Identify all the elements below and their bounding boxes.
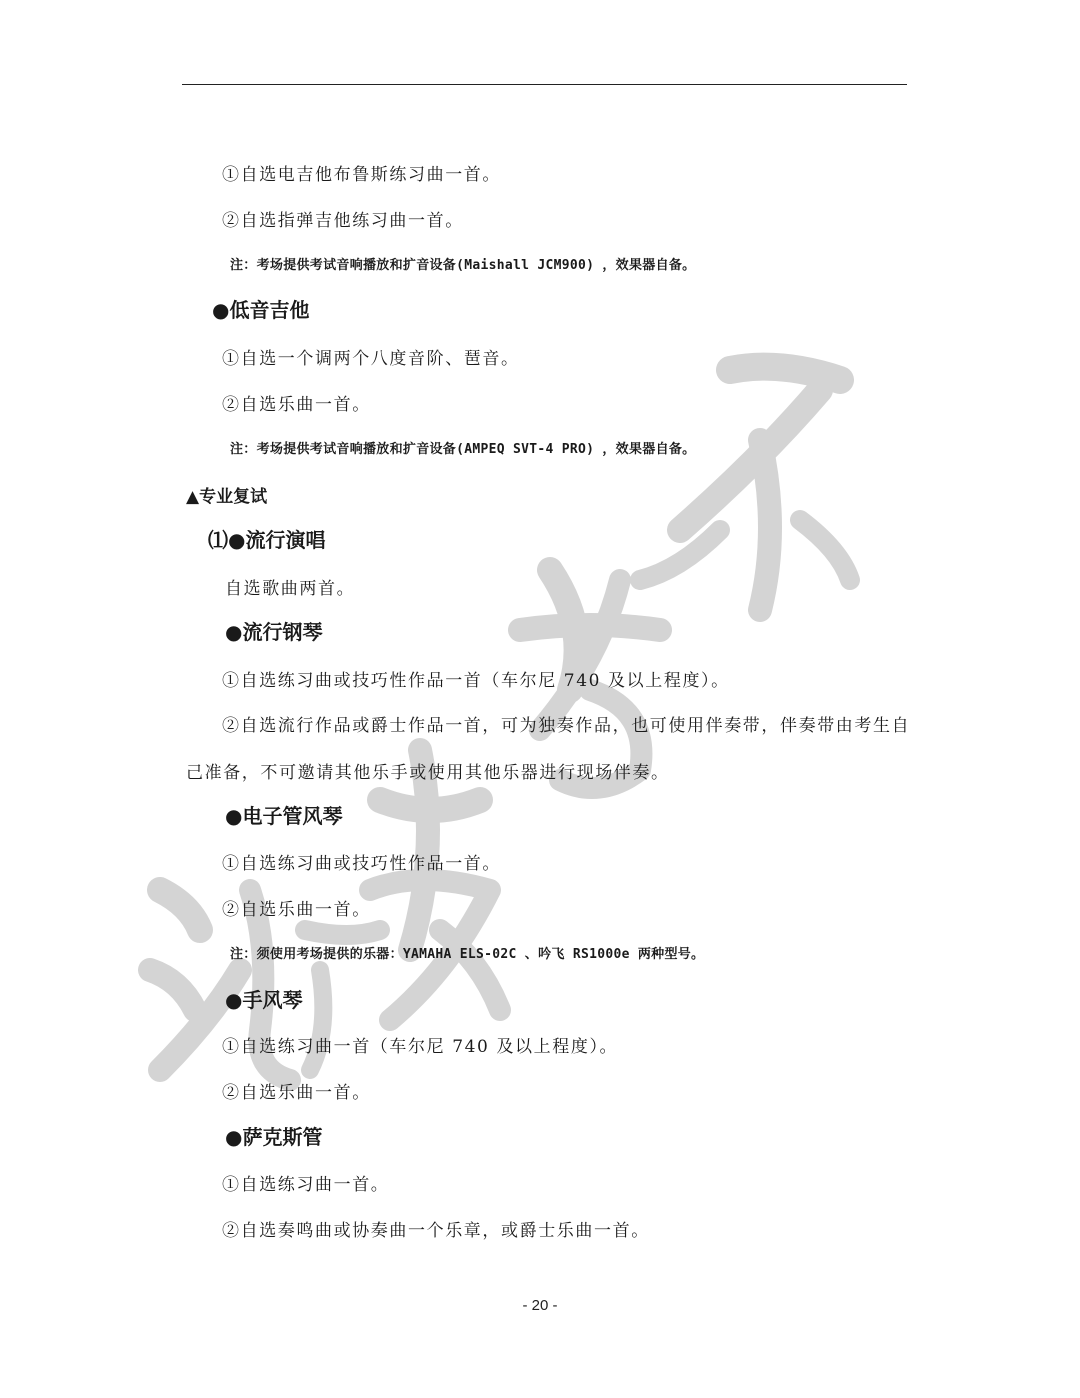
line-saxophone-2: ②自选奏鸣曲或协奏曲一个乐章，或爵士乐曲一首。 (222, 1221, 650, 1241)
heading-accordion: ●手风琴 (225, 988, 303, 1012)
line-electronic-organ-2: ②自选乐曲一首。 (222, 900, 371, 920)
line-electric-guitar-1: ①自选电吉他布鲁斯练习曲一首。 (222, 165, 501, 185)
line-pop-piano-2: ②自选流行作品或爵士作品一首，可为独奏作品，也可使用伴奏带，伴奏带由考生自 (222, 716, 911, 736)
heading-pop-singing: ⑴●流行演唱 (208, 528, 326, 552)
heading-bass-guitar: ●低音吉他 (212, 298, 310, 322)
line-accordion-2: ②自选乐曲一首。 (222, 1083, 371, 1103)
line-bass-guitar-1: ①自选一个调两个八度音阶、琶音。 (222, 349, 520, 369)
heading-pop-piano: ●流行钢琴 (225, 620, 323, 644)
heading-electronic-organ: ●电子管风琴 (225, 804, 343, 828)
note-electronic-organ: 注：须使用考场提供的乐器：YAMAHA ELS-02C 、吟飞 RS1000e 两种型号。 (230, 947, 705, 962)
note-bass-guitar: 注：考场提供考试音响播放和扩音设备(AMPEQ SVT-4 PRO) ，效果器自备。 (230, 442, 696, 457)
line-pop-singing-1: 自选歌曲两首。 (225, 579, 356, 599)
line-pop-piano-1: ①自选练习曲或技巧性作品一首（车尔尼 740 及以上程度）。 (222, 671, 730, 691)
line-bass-guitar-2: ②自选乐曲一首。 (222, 395, 371, 415)
line-saxophone-1: ①自选练习曲一首。 (222, 1175, 390, 1195)
section-retest: ▲专业复试 (186, 487, 268, 507)
line-accordion-1: ①自选练习曲一首（车尔尼 740 及以上程度）。 (222, 1037, 619, 1057)
line-electronic-organ-1: ①自选练习曲或技巧性作品一首。 (222, 854, 501, 874)
page-number: - 20 - (522, 1297, 558, 1314)
note-electric-guitar: 注：考场提供考试音响播放和扩音设备(Maishall JCM900) ，效果器自备。 (230, 258, 696, 273)
line-pop-piano-2-cont: 己准备，不可邀请其他乐手或使用其他乐器进行现场伴奏。 (186, 763, 670, 783)
heading-saxophone: ●萨克斯管 (225, 1125, 323, 1149)
line-electric-guitar-2: ②自选指弹吉他练习曲一首。 (222, 211, 464, 231)
header-rule (182, 84, 907, 85)
